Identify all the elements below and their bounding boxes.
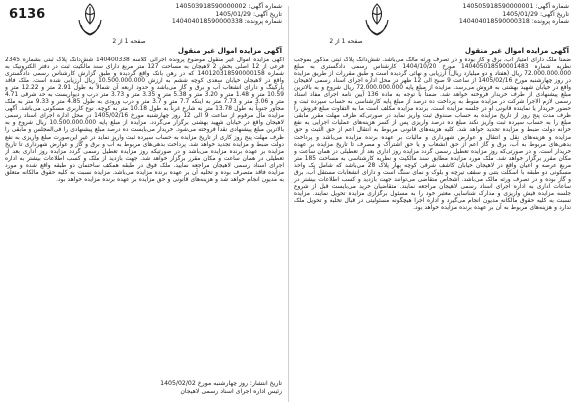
case-number: شماره پرونده: 140404018590000338 — [171, 18, 282, 26]
announcement-date: تاریخ آگهی: 1405/01/29 — [502, 10, 569, 18]
column-divider — [288, 6, 289, 402]
government-emblem-icon — [362, 1, 392, 39]
notice-title: آگهی مزایده اموال غیر منقول — [464, 47, 569, 55]
right-meta — [449, 3, 569, 26]
page-number: صفحه 1 از 2 — [112, 38, 146, 45]
announcement-date: تاریخ آگهی: 1405/01/29 — [215, 10, 282, 18]
notice-title: آگهی مزایده اموال غیر منقول — [177, 47, 282, 55]
left-notice — [3, 0, 286, 406]
notice-body: آگهی مزایده اموال غیر منقول موضوع پرونده اجرائی کلاسه 140400338 شش‌دانگ پلاک ثبتی بشماره 2345 فرعی از 12 اصلی بخش 2 لاهیجان به مساحت 127 متر مربع دارای سند مالکیت ثبت در دفتر الکترونیک به شماره 140120318590000158 که در رهن بانک واقع گردیده و طبق گزارش کارشناس رسمی دادگستری واقع در لاهیجان خیابان سعدی کوچه ششم به ارزش 10.500.000.000 ریال ارزیابی شده است. ملک فاقد پارکینگ و دارای انشعاب آب و برق و گاز می‌باشد و حدود اربعه آن شمالاً به طول 2.91 متر و 12.22 متر و 10.59 متر و 1.48 متر و 3.20 متر و 5.38 متر و 3.35 متر و 3.73 متر درب و دیواریست به حد شرقی 4.71 متر و 3.06 متر و 7.73 متر به اینکه 7.7 متر و 3.7 متر و درب ورودی به طول 4.85 متر و 9.33 متر به ملک مجاور جنوباً به طول 13.78 متر به شارع غرباً به طول 10.18 متر به کوچه. نوع کاربری مسکونی می‌باشد. آگهی مزایده مال مرقوم از ساعت 9 الی 12 روز ‌چهارشنبه مورخ 1405/02/16 در محل اداره اجرای اسناد رسمی لاهیجان واقع در خیابان شهید بهشتی برگزار می‌گردد. مزایده از مبلغ پایه 10.500.000.000 ریال شروع و به بالاترین مبلغ پیشنهادی نقداً فروخته می‌شود. خریدار می‌بایست ده درصد مبلغ پیشنهادی را فی‌المجلس و مابقی را ظرف مهلت پنج روز کاری از تاریخ مزایده به حساب سپرده ثبت واریز نماید در غیر این‌صورت مبلغ واریزی به نفع دولت ضبط و مزایده تجدید خواهد شد. پرداخت بدهی‌های مربوط به آب و برق و گاز و عوارض شهرداری تا تاریخ مزایده بر عهده برنده مزایده می‌باشد و در صورتیکه روز مزایده تعطیل رسمی گردد مزایده روز اداری بعد از تعطیلی در همان ساعت و مکان مقرر برگزار خواهد شد. جهت بازدید از ملک و کسب اطلاعات بیشتر به اداره اجرای اسناد رسمی لاهیجان مراجعه نمایید. ملک فوق در طبقه همکف ساختمان دو طبقه واقع شده و مورد مزایده فاقد متصرف بوده و تخلیه آن بر عهده برنده مزایده می‌باشد. مزایده نسبت به کلیه حقوق مالکانه متعلق به مدیون انجام خواهد شد و هزینه‌های قانونی و حق مزایده بر عهده برنده مزایده خواهد بود. — [5, 57, 284, 183]
case-number: شماره پرونده: 140404018590000318 — [458, 18, 569, 26]
left-meta — [162, 3, 282, 26]
announcement-number: شماره آگهی: 140505918590000001 — [462, 3, 569, 10]
tracking-number: 6136 — [9, 7, 46, 22]
notice-signature — [42, 380, 282, 395]
government-emblem-icon — [75, 1, 105, 39]
notice-body: ضمنا ملک دارای امتیاز آب، برق و گاز بوده و در تصرف ورثه مالک می‌باشد. شش‌دانگ پلاک ثبتی مذکور بموجب نظریه شماره 140405018590001483 مورخ 1404/10/20 کارشناس رسمی دادگستری به مبلغ 72.000.000.000 ریال (هفتاد و دو میلیارد ریال) ارزیابی و نهائی گردیده است و طبق مقررات از طریق مزایده در روز چهارشنبه مورخ 1405/02/16 از ساعت 9 صبح الی 12 ظهر در محل اداره اجرای اسناد رسمی لاهیجان واقع در خیابان شهید بهشتی به فروش می‌رسد. مزایده از مبلغ پایه 72.000.000.000 ریال شروع و به بالاترین مبلغ پیشنهادی از طرف خریدار فروخته خواهد شد. ضمناً با توجه به ماده 136 آیین نامه اجرای مفاد اسناد رسمی لازم الاجرا شرکت در مزایده منوط به پرداخت ده درصد از مبلغ پایه کارشناسی به حساب سپرده ثبت و حضور خریدار یا نماینده قانونی او در جلسه مزایده است. برنده مزایده مکلف است ما به التفاوت مبلغ فروش را ظرف مدت پنج روز از تاریخ مزایده به حساب صندوق ثبت واریز نماید در صورتی‌که ظرف مهلت مقرر مابقی مبلغ را به حساب سپرده ثبت واریز نکند مبلغ ده درصد واریزی پس از کسر هزینه‌های عملیات اجرایی به نفع خزانه دولت ضبط و مزایده تجدید خواهد شد. کلیه هزینه‌های قانونی مربوط به انتقال اعم از حق الثبت و حق مزایده و هزینه‌های نقل و انتقال و عوارض شهرداری و مالیات بر عهده برنده مزایده می‌باشد و پرداخت بدهی‌های مربوط به آب، برق و گاز اعم از حق انشعاب و یا حق اشتراک و مصرف تا تاریخ مزایده بر عهده خریدار است. و در صورتی‌که روز مزایده تعطیل رسمی گردد مزایده روز اداری بعد از تعطیلی در همان ساعت و مکان مقرر برگزار خواهد شد. ملک مورد مزایده مطابق سند مالکیت و نظریه کارشناسی به مساحت 185 متر مربع عرصه و اعیان واقع در لاهیجان خیابان کاشف شرقی کوچه بهار پلاک 28 می‌باشد که شامل یک واحد مسکونی دو طبقه با اسکلت بتنی و سقف تیرچه و بلوک و نمای سنگ است و دارای انشعابات مستقل آب، برق و گاز بوده و در تصرف ورثه مالک می‌باشد. اشخاص متقاضی می‌توانند جهت بازدید و کسب اطلاعات بیشتر در ساعات اداری به اداره اجرای اسناد رسمی لاهیجان مراجعه نمایند. متقاضیان خرید می‌بایست قبل از شروع جلسه مزایده فیش واریزی و مدارک شناسایی معتبر خود را به مسئول برگزاری مزایده تحویل نمایند. مزایده نسبت به کلیه حقوق مالکانه مدیون انجام می‌گیرد و اداره اجرا هیچگونه مسئولیتی در قبال تخلیه و تحویل ملک ندارد و هزینه‌های مربوط به آن بر عهده برنده مزایده خواهد بود. — [294, 57, 571, 211]
page-number: صفحه 1 از 2 — [329, 38, 363, 45]
signatory: رئیس اداره اجرای اسناد رسمی لاهیجان — [180, 387, 282, 395]
announcement-number: شماره آگهی: 140503918590000002 — [175, 3, 282, 10]
right-notice — [292, 0, 573, 406]
publish-date: تاریخ انتشار: روز چهارشنبه مورخ 1405/02/02 — [160, 380, 282, 387]
